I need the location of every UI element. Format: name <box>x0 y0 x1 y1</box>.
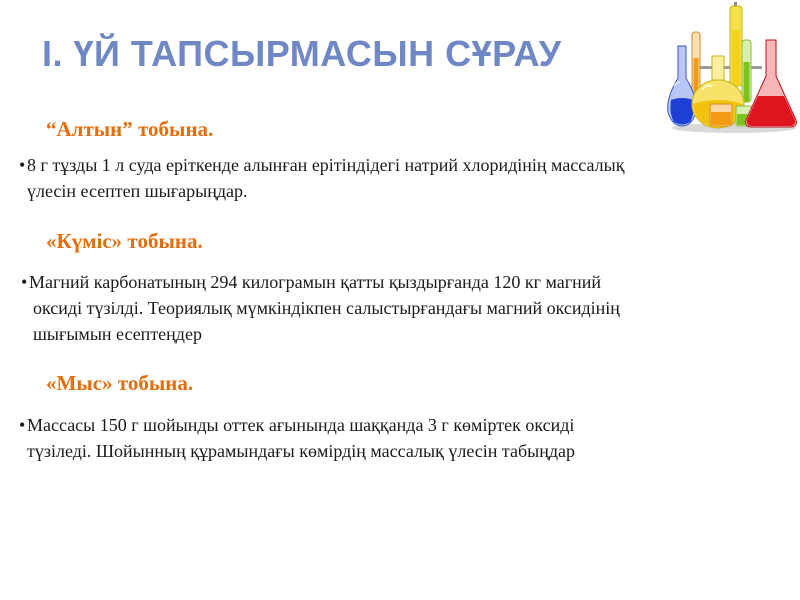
task-gold <box>19 152 625 204</box>
task-line: үлесiн есептеп шығарыңдар. <box>27 181 248 201</box>
task-silver <box>21 269 620 347</box>
slide-title: І. ҮЙ ТАПСЫРМАСЫН СҰРАУ <box>42 33 562 74</box>
bullet: • <box>19 155 26 175</box>
task-copper <box>19 412 575 464</box>
task-line: Массасы 150 г шойынды оттек ағынында шаққанда 3 г көміртек оксиді <box>27 415 575 435</box>
task-line: 8 г тұзды 1 л суда ерiткенде алынған ерiтiндiдегi натрий хлоридiнiң массалық <box>27 155 625 175</box>
bullet: • <box>19 415 26 435</box>
group-heading-gold: “Алтын” тобына. <box>46 117 214 141</box>
chemistry-flasks-icon <box>662 0 800 135</box>
group-heading-copper: «Мыс» тобына. <box>46 371 194 395</box>
task-line: оксиді түзілді. Теориялық мүмкіндікпен салыстырғандағы магний оксидінің <box>33 298 620 318</box>
task-line: Магний карбонатының 294 килограмын қатты қыздырғанда 120 кг магний <box>29 272 602 292</box>
bullet: • <box>21 272 28 292</box>
group-heading-silver: «Күміс» тобына. <box>46 229 203 253</box>
task-line: шығымын есептеңдер <box>33 324 202 344</box>
task-line: түзіледі. Шойынның құрамындағы көмірдің массалық үлесін табыңдар <box>27 441 575 461</box>
